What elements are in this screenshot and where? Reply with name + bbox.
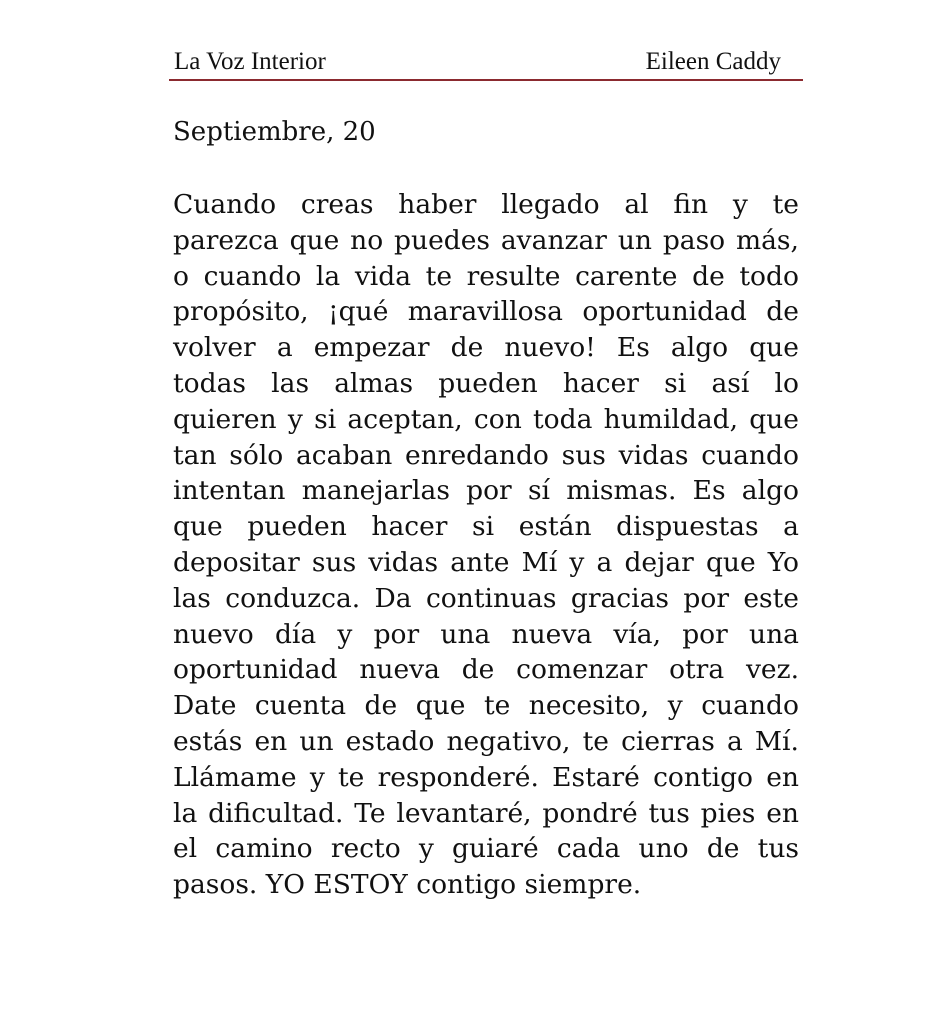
body-line: el camino recto y guiaré cada uno de tus [173, 833, 799, 865]
body-line: tan sólo acaban enredando sus vidas cuando [173, 439, 799, 471]
body-line: la dificultad. Te levantaré, pondré tus pies en [173, 797, 799, 829]
author-name: Eileen Caddy [645, 48, 781, 75]
body-line: Cuando creas haber llegado al fin y te [173, 189, 799, 220]
book-title: La Voz Interior [174, 48, 326, 75]
body-line: o cuando la vida te resulte carente de todo [173, 260, 799, 292]
page-header [169, 46, 803, 81]
body-line: estás en un estado negativo, te cierras a Mí. [173, 725, 799, 757]
body-line: todas las almas pueden hacer si así lo [173, 367, 799, 399]
body-line: volver a empezar de nuevo! Es algo que [173, 332, 799, 364]
body-line: quieren y si aceptan, con toda humildad, que [173, 403, 799, 435]
body-line: Date cuenta de que te necesito, y cuando [173, 690, 799, 722]
body-line: Llámame y te responderé. Estaré contigo en [173, 761, 799, 793]
entry-body [173, 187, 799, 903]
body-line: parezca que no puedes avanzar un paso más, [173, 224, 799, 256]
body-line: las conduzca. Da continuas gracias por este [173, 582, 799, 614]
body-line: nuevo día y por una nueva vía, por una [173, 618, 799, 650]
body-line: propósito, ¡qué maravillosa oportunidad de [173, 296, 799, 328]
body-line: oportunidad nueva de comenzar otra vez. [173, 654, 799, 686]
body-line: pasos. YO ESTOY contigo siempre. [173, 869, 642, 901]
body-line: intentan manejarlas por sí mismas. Es algo [173, 475, 799, 507]
entry-date: Septiembre, 20 [173, 117, 376, 147]
body-line: depositar sus vidas ante Mí y a dejar que Yo [173, 546, 799, 578]
body-line: que pueden hacer si están dispuestas a [173, 511, 799, 543]
